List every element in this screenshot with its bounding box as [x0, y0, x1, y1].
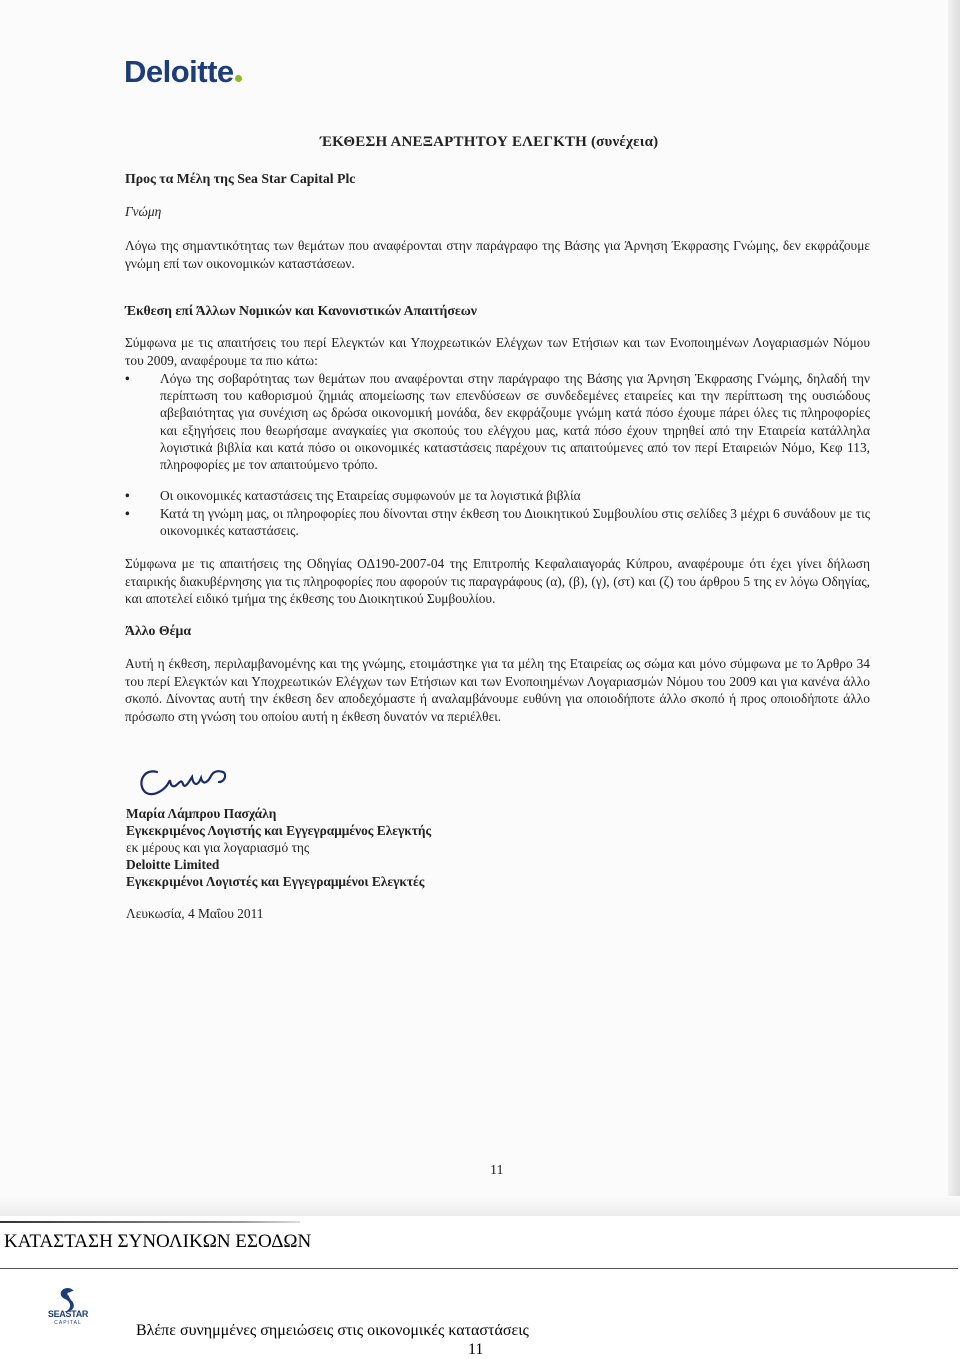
- footer-page-number: 11: [468, 1341, 484, 1358]
- scan-page-number: 11: [490, 1163, 504, 1178]
- place-date: Λευκωσία, 4 Μαΐου 2011: [126, 906, 264, 921]
- signatory-name: Μαρία Λάμπρου Πασχάλη: [126, 806, 277, 821]
- legal-bullet-1: [125, 370, 870, 473]
- bullet-icon: •: [125, 506, 130, 521]
- legal-bullet-1-text: Λόγω της σοβαρότητας των θεμάτων που αναφέρονται στην παράγραφο της Βάσης για Άρνηση Έκφρασης Γνώμης, δηλαδή την περίπτωση του καθορισμού ζημιάς απομείωσης των επενδύσεων σε συνδεδεμένες εταιρείες και την περίπτωση της ουσιώδους αβεβαιότητας για συνέχιση ως δρώσα οικονομική μονάδα, δεν εκφράζουμε γνώμη κατά πόσο έχουμε πάρει όλες τις πληροφορίες και εξηγήσεις που θεωρήσαμε αναγκαίες για σκοπούς του ελέγχου μας, κατά πόσο έχουν τηρηθεί από την Εταιρεία κατάλληλα λογιστικά βιβλία και κατά πόσο οι οικονομικές καταστάσεις παρέχουν τις απαιτούμενες από τον περί Εταιρειών Νόμο, Κεφ 113, πληροφορίες με τον απαιτούμενο τρόπο.: [160, 371, 870, 473]
- legal-bullet-2-text: Οι οικονομικές καταστάσεις της Εταιρείας συμφωνούν με τα λογιστικά βιβλία: [160, 488, 581, 503]
- directive-text: Σύμφωνα με τις απαιτήσεις της Οδηγίας ΟΔ190-2007-04 της Επιτροπής Κεφαλαιαγοράς Κύπρου, αναφέρουμε ότι έχει γίνει δήλωση εταιρικής διακυβέρνησης για τις πληροφορίες που αφορούν τις παραγράφους (α), (β), (γ), (στ) και (ζ) του άρθρου 5 της εν λόγω Οδηγίας, και αποτελεί ειδικό τμήμα της έκθεσης του Διοικητικού Συμβουλίου.: [125, 556, 870, 606]
- opinion-heading: Γνώμη: [125, 204, 162, 219]
- statement-heading: ΚΑΤΑΣΤΑΣΗ ΣΥΝΟΛΙΚΩΝ ΕΣΟΔΩΝ: [4, 1231, 312, 1252]
- footer-notes-reference: Βλέπε συνημμένες σημειώσεις στις οικονομικές καταστάσεις: [136, 1322, 529, 1339]
- handwritten-signature: [135, 760, 245, 800]
- legal-intro: Σύμφωνα με τις απαιτήσεις του περί Ελεγκτών και Υποχρεωτικών Ελέγχων των Ετήσιων και των Ενοποιημένων Λογαριασμών Νόμου του 2009, αναφέρουμε τα πιο κάτω:: [125, 335, 870, 368]
- opinion-text: Λόγω της σημαντικότητας των θεμάτων που αναφέρονται στην παράγραφο της Βάσης για Άρνηση Έκφρασης Γνώμης, δεν εκφράζουμε γνώμη επί των οικονομικών καταστάσεων.: [125, 238, 870, 271]
- signatory-role: Εγκεκριμένος Λογιστής και Εγγεγραμμένος Ελεγκτής: [126, 823, 432, 838]
- deloitte-logo-text: Deloitte: [124, 54, 234, 89]
- other-matter-text: Αυτή η έκθεση, περιλαμβανομένης και της γνώμης, ετοιμάστηκε για τα μέλη της Εταιρείας ως σώμα και μόνο σύμφωνα με το Άρθρο 34 του περί Ελεγκτών και Υποχρεωτικών Ελέγχων των Ετήσιων και των Ενοποιημένων Λογαριασμών Νόμου του 2009 και για κανένα άλλο σκοπό. Δίνοντας αυτή την έκθεση δεν αποδεχόμαστε ή αναλαμβάνουμε ευθύνη για οποιοδήποτε άλλο σκοπό ή προς οποιοδήποτε άλλο πρόσωπο στη γνώση του οποίου αυτή η έκθεση δυνατόν να περιέλθει.: [125, 656, 870, 724]
- scan-bottom-edge: [0, 1196, 960, 1216]
- seastar-capital-logo: [38, 1286, 98, 1326]
- deloitte-logo: [124, 54, 242, 90]
- other-matter-heading: Άλλο Θέμα: [125, 623, 192, 638]
- signatory-on-behalf: εκ μέρους και για λογαριασμό της: [126, 840, 310, 855]
- svg-text:SEASTAR: SEASTAR: [47, 1309, 89, 1319]
- bullet-icon: •: [125, 488, 130, 503]
- deloitte-logo-dot-icon: [235, 75, 242, 82]
- footer-top-rule: [0, 1221, 300, 1223]
- legal-bullet-3-text: Κατά τη γνώμη μας, οι πληροφορίες που δίνονται στην έκθεση του Διοικητικού Συμβουλίου στις σελίδες 3 μέχρι 6 συνάδουν με τις οικονομικές καταστάσεις.: [160, 506, 870, 539]
- scan-right-edge: [948, 0, 960, 1215]
- legal-bullet-3: [125, 505, 870, 539]
- svg-text:CAPITAL: CAPITAL: [54, 1320, 82, 1326]
- legal-bullet-2: [125, 487, 870, 504]
- legal-heading: Έκθεση επί Άλλων Νομικών και Κανονιστικών Απαιτήσεων: [125, 303, 477, 318]
- addressee: Προς τα Μέλη της Sea Star Capital Plc: [125, 171, 356, 186]
- report-title: ΈΚΘΕΣΗ ΑΝΕΞΑΡΤΗΤΟΥ ΕΛΕΓΚΤΗ (συνέχεια): [320, 134, 659, 150]
- signatory-firm-role: Εγκεκριμένοι Λογιστές και Εγγεγραμμένοι Ελεγκτές: [126, 874, 425, 889]
- footer-rule: [0, 1268, 958, 1269]
- bullet-icon: •: [125, 371, 130, 386]
- signatory-firm: Deloitte Limited: [126, 857, 220, 872]
